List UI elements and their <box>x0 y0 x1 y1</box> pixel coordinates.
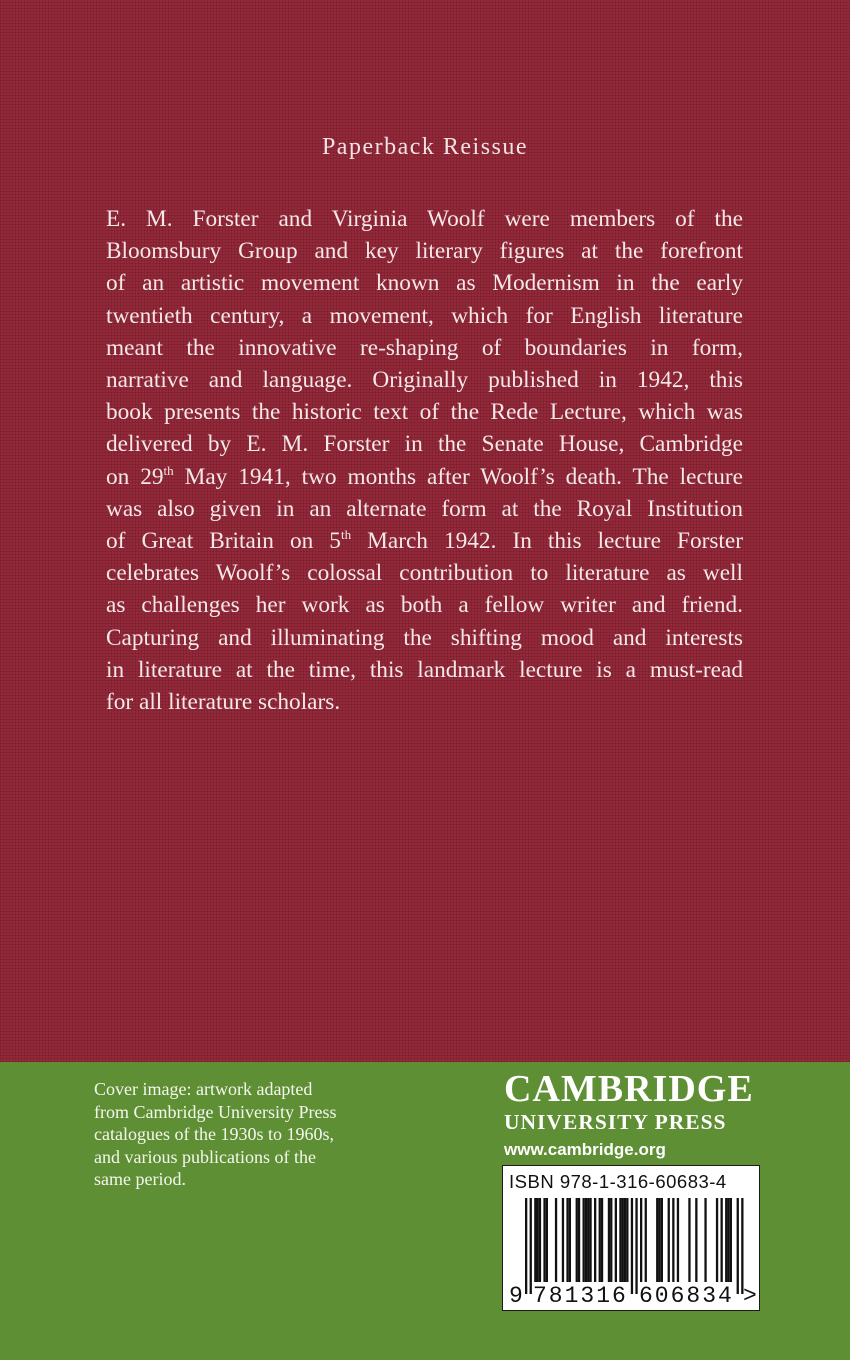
barcode-bar <box>543 1198 545 1282</box>
blurb-text: March 1942. In this lecture Forster <box>351 528 744 555</box>
blurb-text: May 1941, two months after Woolf’s death. The lecture <box>173 463 743 490</box>
barcode-bar <box>721 1198 723 1282</box>
blurb-text: of Great Britain on 5 <box>106 528 341 555</box>
blurb-line: of an artistic movement known as Modernism in the early <box>106 270 743 297</box>
barcode-bar <box>695 1198 697 1282</box>
blurb-line-with-date <box>106 525 743 557</box>
barcode-bar <box>631 1198 633 1294</box>
barcode-digits <box>503 1283 761 1309</box>
credit-line: same period. <box>94 1169 186 1190</box>
blurb-line: Bloomsbury Group and key literary figures at the forefront <box>106 238 743 265</box>
barcode-bar <box>546 1198 548 1282</box>
edition-subtitle: Paperback Reissue <box>321 134 529 160</box>
barcode-bar <box>610 1198 612 1282</box>
publisher-logo <box>504 1067 764 1163</box>
barcode-bar <box>661 1198 663 1282</box>
barcode-bar <box>587 1198 589 1282</box>
credit-line: and various publications of the <box>94 1146 316 1167</box>
blurb-line: E. M. Forster and Virginia Woolf were members of the <box>106 206 743 232</box>
barcode-bar <box>730 1198 732 1282</box>
barcode-bar <box>601 1198 603 1282</box>
credit-line: from Cambridge University Press <box>94 1101 337 1122</box>
credit-line: catalogues of the 1930s to 1960s, <box>94 1124 334 1145</box>
barcode-bar <box>589 1198 591 1282</box>
barcode-bar <box>668 1198 670 1282</box>
barcode-bar <box>537 1198 539 1282</box>
blurb-line: celebrates Woolf’s colossal contribution to literature as well <box>106 560 743 587</box>
barcode-bar <box>622 1198 624 1282</box>
barcode-bar <box>727 1198 729 1282</box>
blurb-line: delivered by E. M. Forster in the Senate House, Cambridge <box>106 431 743 458</box>
blurb-line: Capturing and illuminating the shifting mood and interests <box>106 624 743 651</box>
book-blurb <box>106 203 743 718</box>
barcode-bar <box>525 1198 527 1294</box>
publisher-url: www.cambridge.org <box>504 1140 666 1159</box>
ordinal-suffix: th <box>163 462 174 478</box>
barcode-bar <box>741 1198 743 1294</box>
barcode-bar <box>594 1198 596 1282</box>
barcode-bar <box>615 1198 617 1282</box>
barcode-bar <box>534 1198 536 1282</box>
barcode-bar <box>672 1198 674 1282</box>
barcode-bar <box>688 1198 690 1282</box>
barcode-bar <box>578 1198 580 1282</box>
barcode-bar <box>626 1198 628 1282</box>
barcode-bar <box>619 1198 621 1282</box>
barcode-bar <box>725 1198 727 1282</box>
barcode-bar <box>624 1198 626 1282</box>
blurb-line: narrative and language. Originally published in 1942, this <box>106 367 743 394</box>
blurb-line: was also given in an alternate form at the Royal Institution <box>106 495 743 522</box>
blurb-line: as challenges her work as both a fellow writer and friend. <box>106 592 743 619</box>
barcode-bar <box>716 1198 718 1282</box>
barcode-bar <box>566 1198 568 1282</box>
barcode-bar <box>583 1198 585 1282</box>
barcode-first-digit: 9 <box>509 1283 523 1309</box>
barcode-bar <box>585 1198 587 1282</box>
barcode-bar <box>635 1198 637 1294</box>
isbn-barcode <box>502 1165 760 1311</box>
cover-image-credit <box>94 1078 394 1191</box>
barcode-bar <box>658 1198 660 1282</box>
credit-line: Cover image: artwork adapted <box>94 1079 313 1099</box>
barcode-bar <box>569 1198 571 1282</box>
barcode-bar <box>645 1198 647 1282</box>
blurb-line: in literature at the time, this landmark lecture is a must-read <box>106 656 743 683</box>
isbn-label: ISBN 978-1-316-60683-4 <box>509 1171 727 1192</box>
barcode-bar <box>555 1198 557 1282</box>
publisher-subname: UNIVERSITY PRESS <box>504 1110 727 1134</box>
barcode-bar <box>677 1198 679 1282</box>
barcode-bar <box>539 1198 541 1282</box>
barcode-bar <box>530 1198 532 1294</box>
barcode-bar <box>576 1198 578 1282</box>
barcode-bar <box>704 1198 706 1282</box>
publisher-name: CAMBRIDGE <box>504 1068 754 1110</box>
barcode-bar <box>656 1198 658 1282</box>
ordinal-suffix: th <box>340 527 352 543</box>
barcode-left-digits: 781316 <box>533 1283 628 1309</box>
blurb-line: book presents the historic text of the Rede Lecture, which was <box>106 399 743 426</box>
blurb-line: twentieth century, a movement, which for English literature <box>106 302 743 329</box>
barcode-right-digits: 606834 <box>639 1283 734 1309</box>
barcode-bar <box>640 1198 642 1282</box>
barcode-bar <box>599 1198 601 1282</box>
barcode-quiet-mark: > <box>743 1283 757 1309</box>
blurb-text: on 29 <box>106 463 164 490</box>
barcode-bar <box>737 1198 739 1294</box>
barcode-bar <box>562 1198 564 1282</box>
blurb-line-with-date <box>106 461 743 493</box>
blurb-line: meant the innovative re-shaping of boundaries in form, <box>106 334 743 361</box>
blurb-line: for all literature scholars. <box>106 689 341 716</box>
barcode-bar <box>608 1198 610 1282</box>
